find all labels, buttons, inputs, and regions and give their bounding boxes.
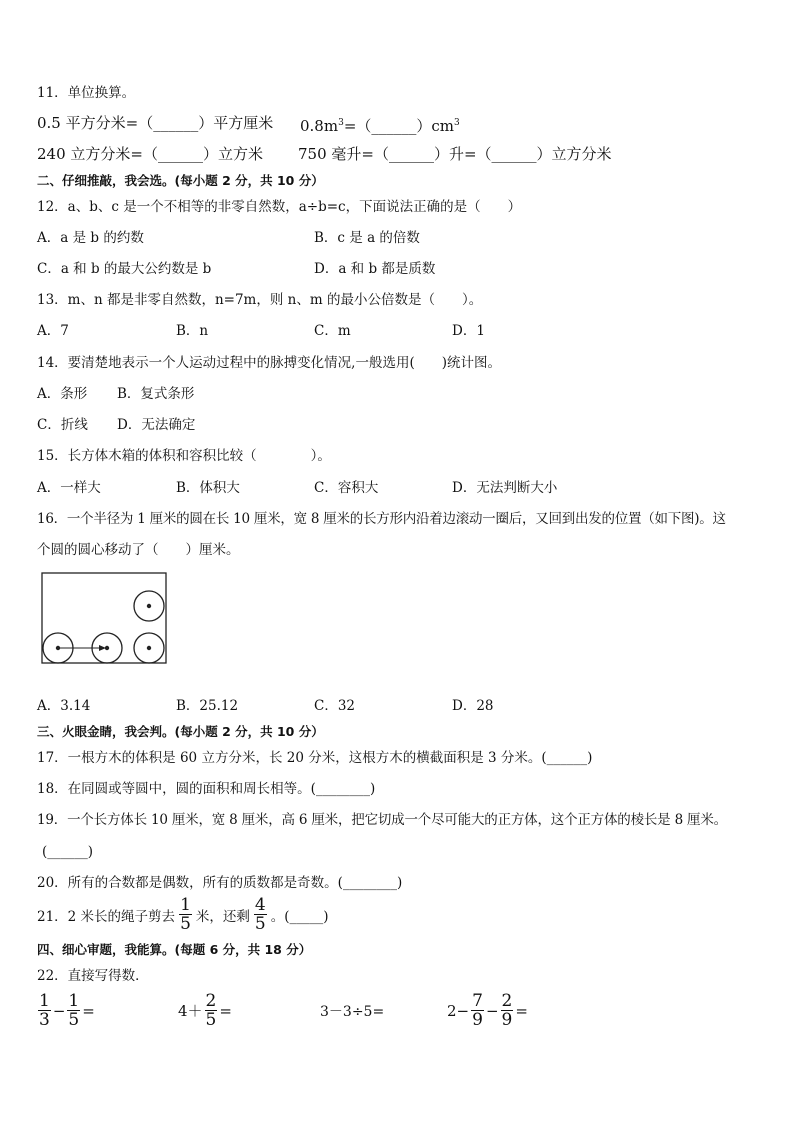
q14-stem: 14．要清楚地表示一个人运动过程中的脉搏变化情况,一般选用( )统计图。 xyxy=(37,355,502,371)
fraction-one-fifth xyxy=(179,896,192,933)
fraction-denominator: 9 xyxy=(501,1010,513,1030)
q14-option-a[interactable]: A．条形 xyxy=(37,386,88,402)
q15-option-c[interactable]: C．容积大 xyxy=(314,480,379,496)
q16-stem-line2: 个圆的圆心移动了（ ）厘米。 xyxy=(37,542,240,558)
fraction-numerator: 1 xyxy=(39,991,50,1011)
fraction-denominator: 3 xyxy=(39,1010,50,1030)
circle-center-dot xyxy=(147,604,151,608)
q16-option-b[interactable]: B．25.12 xyxy=(176,698,239,714)
section-2-heading: 二、仔细推敲，我会选。(每小题 2 分，共 10 分） xyxy=(37,173,324,188)
q11-item-a1: 0.5 平方分米=（______）平方厘米 xyxy=(37,114,274,132)
q13-option-b[interactable]: B．n xyxy=(176,323,209,339)
q16-stem-line1: 16．一个半径为 1 厘米的圆在长 10 厘米，宽 8 厘米的长方形内沿着边滚动一圈后，又回到出发的位置（如下图)。这 xyxy=(37,511,726,527)
q21-post: 。(_____) xyxy=(270,908,329,925)
q15-stem: 15．长方体木箱的体积和容积比较（ ）。 xyxy=(37,448,331,464)
q12-option-b[interactable]: B．c 是 a 的倍数 xyxy=(314,230,420,246)
q22-expression-2 xyxy=(178,992,232,1029)
q15-option-a[interactable]: A．一样大 xyxy=(37,480,101,496)
fraction-denominator: 5 xyxy=(68,1010,80,1030)
fraction xyxy=(205,992,218,1029)
q11-item-b2: 750 毫升=（______）升=（______）立方分米 xyxy=(298,145,612,163)
q13-option-d[interactable]: D．1 xyxy=(452,323,485,339)
rolling-circle-figure xyxy=(40,570,170,668)
q21-mid: 米，还剩 xyxy=(195,908,250,925)
arrow-head-icon xyxy=(99,645,106,651)
q13-stem: 13．m、n 都是非零自然数，n=7m，则 n、m 的最小公倍数是（ ）。 xyxy=(37,292,483,308)
q22-stem: 22．直接写得数． xyxy=(37,968,149,984)
expression-prefix: 2− xyxy=(447,1001,470,1020)
q11-item-b1: 240 立方分米=（______）立方米 xyxy=(37,145,263,163)
q13-option-a[interactable]: A．7 xyxy=(37,323,69,339)
fraction-four-fifths xyxy=(254,896,267,933)
q11-a2-mid: =（______）cm xyxy=(343,117,455,135)
q16-option-d[interactable]: D．28 xyxy=(452,698,494,714)
q14-option-c[interactable]: C．折线 xyxy=(37,417,88,433)
q16-option-c[interactable]: C．32 xyxy=(314,698,356,714)
fraction-numerator: 4 xyxy=(254,895,266,915)
q22-expression-3: 3－3÷5= xyxy=(320,1004,385,1020)
q15-option-d[interactable]: D．无法判断大小 xyxy=(452,480,558,496)
fraction-denominator: 5 xyxy=(205,1010,217,1030)
q12-option-a[interactable]: A．a 是 b 的约数 xyxy=(37,230,144,246)
q11-a2-sup: 3 xyxy=(338,118,344,128)
fraction-denominator: 9 xyxy=(472,1010,483,1030)
q11-a2-sup2: 3 xyxy=(454,118,460,128)
fraction-denominator: 5 xyxy=(254,914,266,934)
q20-statement: 20．所有的合数都是偶数，所有的质数都是奇数。(________) xyxy=(37,875,403,891)
q16-option-a[interactable]: A．3.14 xyxy=(37,698,91,714)
q11-item-a2 xyxy=(300,114,460,135)
operator: − xyxy=(485,1001,499,1020)
fraction-numerator: 1 xyxy=(68,991,80,1011)
fraction xyxy=(67,992,80,1029)
q22-expression-1 xyxy=(38,992,95,1029)
fraction-numerator: 2 xyxy=(205,991,217,1011)
circle-center-dot xyxy=(147,646,151,650)
q17-statement: 17．一根方木的体积是 60 立方分米，长 20 分米，这根方木的横截面积是 3 分米。(______) xyxy=(37,750,593,766)
fraction-numerator: 2 xyxy=(501,991,513,1011)
q15-option-b[interactable]: B．体积大 xyxy=(176,480,240,496)
q12-stem: 12．a、b、c 是一个不相等的非零自然数，a÷b=c，下面说法正确的是（ ） xyxy=(37,199,522,215)
q12-option-c[interactable]: C．a 和 b 的最大公约数是 b xyxy=(37,261,212,277)
section-4-heading: 四、细心审题，我能算。(每题 6 分，共 18 分） xyxy=(37,942,312,957)
q14-option-b[interactable]: B．复式条形 xyxy=(117,386,195,402)
fraction-denominator: 5 xyxy=(180,914,191,934)
expression-prefix: 4＋ xyxy=(178,1002,203,1020)
fraction-numerator: 1 xyxy=(180,895,191,915)
operator: − xyxy=(52,1001,66,1020)
fraction xyxy=(501,992,514,1029)
fraction xyxy=(38,992,51,1029)
q13-option-c[interactable]: C．m xyxy=(314,323,351,339)
q22-expression-4 xyxy=(447,992,528,1029)
fraction-numerator: 7 xyxy=(472,991,483,1011)
fraction xyxy=(471,992,484,1029)
q19-statement: 19．一个长方体长 10 厘米，宽 8 厘米，高 6 厘米，把它切成一个尽可能大的正方体，这个正方体的棱长是 8 厘米。 xyxy=(37,812,727,828)
q11-title: 11．单位换算。 xyxy=(37,85,136,101)
q14-option-d[interactable]: D．无法确定 xyxy=(117,417,196,433)
q21-pre: 21．2 米长的绳子剪去 xyxy=(37,908,176,925)
q12-option-d[interactable]: D．a 和 b 都是质数 xyxy=(314,261,436,277)
equals-sign: = xyxy=(82,1001,95,1020)
q11-a2-pre: 0.8m xyxy=(300,117,339,135)
q21-statement xyxy=(37,896,329,933)
equals-sign: = xyxy=(219,1001,232,1020)
q19-answer-blank[interactable]: (______) xyxy=(42,844,94,860)
section-3-heading: 三、火眼金睛，我会判。(每小题 2 分，共 10 分） xyxy=(37,724,324,739)
equals-sign: = xyxy=(515,1001,528,1020)
q18-statement: 18．在同圆或等圆中，圆的面积和周长相等。(________) xyxy=(37,781,376,797)
